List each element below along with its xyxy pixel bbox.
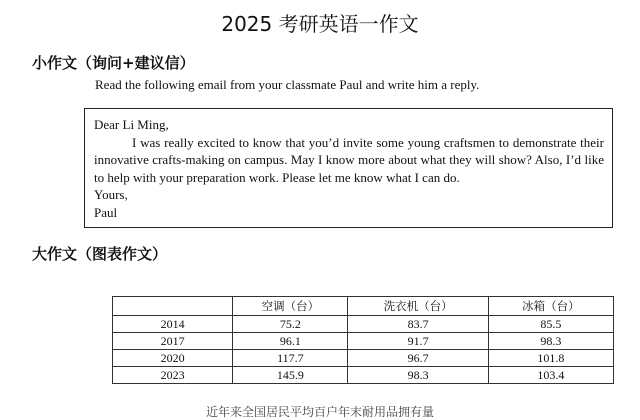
table-header-cell: 空调（台） (233, 297, 348, 316)
page-title: 2025 考研英语一作文 (221, 12, 419, 36)
table-cell: 145.9 (233, 367, 348, 384)
table-header-cell: 冰箱（台） (488, 297, 613, 316)
email-greeting: Dear Li Ming, (94, 117, 169, 132)
data-table-wrapper (112, 296, 614, 384)
large-essay-heading: 大作文（图表作文） (32, 245, 168, 263)
table-cell: 96.7 (348, 350, 488, 367)
table-cell: 83.7 (348, 316, 488, 333)
table-cell: 96.1 (233, 333, 348, 350)
table-row (113, 350, 614, 367)
table-row (113, 367, 614, 384)
essay-prompt: Read the following email from your classmate Paul and write him a reply. (95, 77, 480, 92)
table-cell: 85.5 (488, 316, 613, 333)
table-cell: 2014 (113, 316, 233, 333)
table-cell: 2020 (113, 350, 233, 367)
table-header-cell: 洗衣机（台） (348, 297, 488, 316)
small-essay-heading: 小作文（询问+建议信） (32, 54, 195, 72)
table-cell: 103.4 (488, 367, 613, 384)
table-row (113, 316, 614, 333)
table-cell: 117.7 (233, 350, 348, 367)
table-header-cell (113, 297, 233, 316)
table-cell: 98.3 (348, 367, 488, 384)
table-cell: 2023 (113, 367, 233, 384)
table-row (113, 333, 614, 350)
table-cell: 2017 (113, 333, 233, 350)
table-cell: 98.3 (488, 333, 613, 350)
table-header-row (113, 297, 614, 316)
table-cell: 91.7 (348, 333, 488, 350)
email-closing: Yours, (94, 187, 128, 202)
table-cell: 101.8 (488, 350, 613, 367)
data-table (112, 296, 614, 384)
email-signature: Paul (94, 204, 118, 220)
email-box (84, 108, 613, 228)
email-body: I was really excited to know that you’d invite some young craftsmen to demonstrate their innovative crafts-making on campus. May I know more about what they will show? Also, I’d like to help with your preparation work. Please let me know what I can do. (94, 134, 604, 185)
table-cell: 75.2 (233, 316, 348, 333)
table-caption: 近年来全国居民平均百户年末耐用品拥有量 (205, 405, 434, 419)
